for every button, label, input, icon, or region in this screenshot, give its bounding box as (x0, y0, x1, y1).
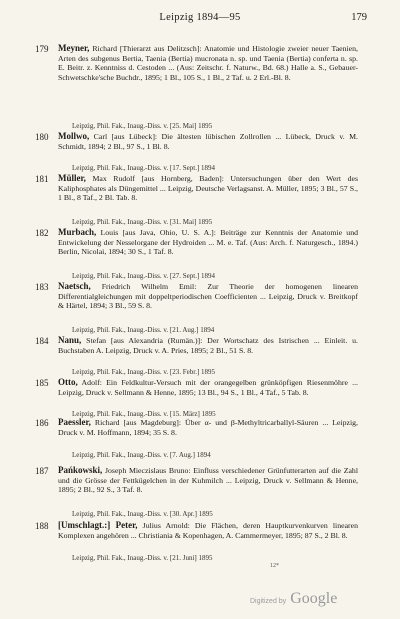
entry-text (58, 44, 358, 82)
google-watermark (250, 590, 360, 610)
entry-number: 184 (35, 336, 49, 346)
entry-author: Nanu, (58, 335, 82, 345)
page-header (0, 12, 400, 26)
entry-dissertation: Leipzig, Phil. Fak., Inaug.-Diss. v. [30. Apr.] 1895 (72, 510, 213, 518)
entry-dissertation: Leipzig, Phil. Fak., Inaug.-Diss. v. [25. Mai] 1895 (72, 122, 213, 130)
entry-number: 180 (35, 132, 49, 142)
entry-author: Otto, (58, 377, 78, 387)
entry-number: 188 (35, 521, 49, 531)
entry-body: Richard [Thierarzt aus Delitzsch]: Anatomie und Histologie zweier neuer Taenien, Arten des subgenus Bertia, Taenia (Bertia) mucronata n. sp. und Taenia (Bertia) conferta n. sp. E. Beitr. z. Kenntniss d. Cestoden ... (Aus: Zeitschr. f. Naturw., Bd. 68.) Halle a. S., Gebauer-Schwetschke'sche Buchdr., 1895; 1 Bl., 105 S., 1 Bl., 2 Taf. u. 2 Erl.-Bl. 8. (58, 44, 358, 82)
entry-author: Müller, (58, 173, 86, 183)
entry-text (58, 336, 358, 355)
entry-body: Stefan [aus Alexandria (Rumän.)]: Der Wortschatz des Istrischen ... Einleit. u. Buchstaben A. Leipzig, Druck v. A. Pries, 1895; 2 Bl., 51 S. 8. (58, 336, 358, 355)
signature-mark: 12* (270, 563, 279, 569)
running-title: Leipzig 1894—95 (159, 12, 241, 23)
entry-text (58, 228, 358, 257)
entry-dissertation: Leipzig, Phil. Fak., Inaug.-Diss. v. [23. Febr.] 1895 (72, 368, 216, 376)
entry-text (58, 418, 358, 437)
entry-text (58, 466, 358, 495)
entry-author: Murbach, (58, 227, 97, 237)
entry-number: 183 (35, 282, 49, 292)
entry-body: Max Rudolf [aus Hornberg, Baden]: Untersuchungen über den Wert des Kaliphosphates als Düngemittel ... Leipzig, Deutsche Verlagsanst. A. Müller, 1895; 3 Bl., 57 S., 1 Bl., 8 Taf., 2 Bl. Tab. 8. (58, 174, 358, 203)
entry-dissertation: Leipzig, Phil. Fak., Inaug.-Diss. v. [21. Juni] 1895 (72, 554, 213, 562)
entry-number: 186 (35, 418, 49, 428)
entry-dissertation: Leipzig, Phil. Fak., Inaug.-Diss. v. [21. Aug.] 1894 (72, 326, 215, 334)
entry-dissertation: Leipzig, Phil. Fak., Inaug.-Diss. v. [17. Sept.] 1894 (72, 164, 216, 172)
watermark-logo: Google (290, 590, 338, 607)
entry-text (58, 174, 358, 203)
entry-body: Adolf: Ein Feldkultur-Versuch mit der orangegelben grünköpfigen Riesenmöhre ... Leipzig, Druck v. Sellmann & Henne, 1895; 13 Bl., 94 S., 1 Bl., 4 Taf., 5 Tab. 8. (58, 378, 358, 397)
entry-number: 179 (35, 44, 49, 54)
page-number: 179 (351, 12, 367, 23)
entry-dissertation: Leipzig, Phil. Fak., Inaug.-Diss. v. [15. März] 1895 (72, 410, 216, 418)
entry-author: [Umschlagt.:] Peter, (58, 520, 138, 530)
entry-text (58, 132, 358, 151)
entry-text (58, 521, 358, 540)
entry-body: Carl [aus Lübeck]: Die ältesten lübischen Zollrollen ... Lübeck, Druck v. M. Schmidt, 1894; 2 Bl., 97 S., 1 Bl. 8. (58, 132, 358, 151)
entry-body: Friedrich Wilhelm Emil: Zur Theorie der homogenen linearen Differentialgleichungen mit doppeltperiodischen Coefficienten ... Leipzig, Druck v. Breitkopf & Härtel, 1894; 3 Bl., 59 S. 8. (58, 282, 358, 311)
entry-body: Joseph Mieczislaus Bruno: Einfluss verschiedener Grünfutterarten auf die Zahl und die Grösse der Fettkügelchen in der Kuhmilch ... Leipzig, Druck v. Sellmann & Henne, 1895; 2 Bl., 92 S., 3 Taf. 8. (58, 466, 358, 495)
entry-number: 181 (35, 174, 49, 184)
entry-body: Louis [aus Java, Ohio, U. S. A.]: Beiträge zur Kenntnis der Anatomie und Entwickelung der Nesselorgane der Hydroiden ... M. e. Taf. (Aus: Arch. f. Naturgesch., 1894.) Berlin, Nicolai, 1894; 30 S., 1 Taf. 8. (58, 228, 358, 257)
entry-dissertation: Leipzig, Phil. Fak., Inaug.-Diss. v. [27. Sept.] 1894 (72, 272, 216, 280)
entry-text (58, 282, 358, 311)
entry-number: 185 (35, 378, 49, 388)
entry-author: Meyner, (58, 43, 90, 53)
watermark-prefix: Digitized by (250, 598, 287, 605)
entry-body: Richard [aus Magdeburg]: Über α- und β-Methyltricarballyl-Säuren ... Leipzig, Druck v. M. Hoffmann, 1894; 35 S. 8. (58, 418, 358, 437)
entry-number: 182 (35, 228, 49, 238)
entry-author: Paessler, (58, 417, 91, 427)
entry-author: Pańkowski, (58, 465, 103, 475)
entry-number: 187 (35, 466, 49, 476)
entry-body: Julius Arnold: Die Flächen, deren Hauptkurvenkurven linearen Komplexen angehören ... Christiania & Kopenhagen, A. Cammermeyer, 1895; 87 S., 2 Bl. 8. (58, 521, 359, 540)
entry-author: Naetsch, (58, 281, 91, 291)
entry-dissertation: Leipzig, Phil. Fak., Inaug.-Diss. v. [7. Aug.] 1894 (72, 451, 211, 459)
entry-author: Mollwo, (58, 131, 90, 141)
entry-text (58, 378, 358, 397)
entry-dissertation: Leipzig, Phil. Fak., Inaug.-Diss. v. [31. Mai] 1895 (72, 218, 213, 226)
